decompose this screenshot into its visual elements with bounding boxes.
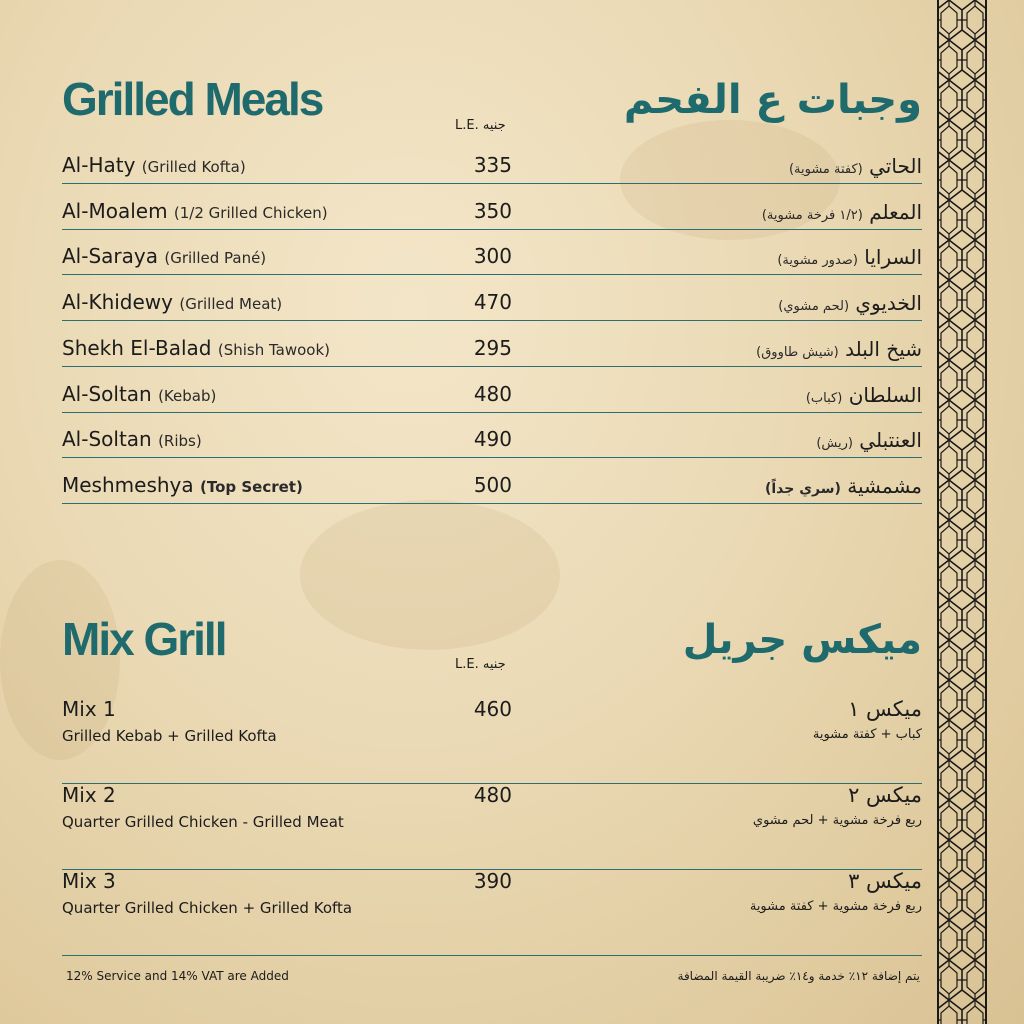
item-price: 335 — [473, 153, 512, 177]
mix-price: 390 — [473, 869, 512, 893]
mix-price: 460 — [473, 697, 512, 721]
mix-description-arabic: ربع فرخة مشوية + لحم مشوي — [752, 813, 922, 828]
mix-name: Mix 1 — [62, 697, 116, 721]
item-subtitle-arabic: (كفتة مشوية) — [788, 162, 863, 177]
menu-item-row — [62, 417, 922, 458]
mix-item-row — [62, 697, 922, 784]
mix-name: Mix 2 — [62, 783, 116, 807]
mix-description-arabic: كباب + كفتة مشوية — [812, 727, 922, 742]
mix-item-row — [62, 783, 922, 870]
currency-label: L.E. جنيه — [455, 118, 506, 133]
menu-item-row — [62, 189, 922, 230]
item-subtitle: (Grilled Kofta) — [141, 158, 246, 176]
item-price: 470 — [473, 290, 512, 315]
grilled-meals-title-ar: وجبات ع الفحم — [623, 77, 922, 123]
item-subtitle: (Ribs) — [158, 432, 202, 451]
item-subtitle-arabic: (لحم مشوي) — [778, 299, 850, 315]
item-name-arabic: السلطان — [848, 382, 922, 407]
item-name-ar — [762, 200, 922, 224]
item-price: 350 — [473, 198, 512, 223]
item-name-arabic: السرايا — [864, 245, 922, 270]
item-name-ar — [765, 474, 922, 498]
item-name-en — [62, 382, 216, 406]
item-price: 490 — [473, 427, 512, 452]
mix-name-arabic: ميكس ٢ — [848, 783, 922, 807]
mix-description: Quarter Grilled Chicken - Grilled Meat — [62, 813, 344, 831]
item-name-en — [62, 427, 202, 451]
item-subtitle: (Grilled Meat) — [179, 295, 283, 314]
menu-item-row — [62, 143, 922, 184]
item-name-en — [62, 290, 282, 314]
currency-label: L.E. جنيه — [455, 657, 506, 672]
menu-item-row — [62, 372, 922, 413]
item-name-en — [62, 336, 330, 360]
item-name-ar — [806, 383, 922, 407]
item-price: 480 — [473, 381, 512, 406]
item-name: Al-Soltan — [62, 427, 152, 452]
menu-item-row — [62, 463, 922, 504]
item-subtitle-arabic: (سري جداً) — [764, 480, 841, 497]
item-price: 295 — [473, 335, 512, 360]
item-name-ar — [778, 291, 922, 315]
item-subtitle-arabic: (كباب) — [805, 390, 843, 406]
item-subtitle: (1/2 Grilled Chicken) — [173, 203, 328, 222]
mix-name-arabic: ميكس ٣ — [848, 869, 922, 893]
item-name: Al-Khidewy — [62, 290, 173, 315]
menu-item-row — [62, 234, 922, 275]
item-subtitle: (Grilled Pané) — [164, 249, 267, 268]
item-name-arabic: العنتبلي — [859, 428, 922, 453]
item-subtitle: (Top Secret) — [200, 477, 303, 496]
item-subtitle: (Shish Tawook) — [217, 340, 331, 359]
item-name-ar — [756, 337, 922, 361]
item-name-arabic: المعلم — [869, 199, 922, 224]
grilled-meals-title: Grilled Meals — [62, 73, 323, 125]
footer-note: 12% Service and 14% VAT are Added — [66, 969, 289, 983]
paper-stain — [300, 500, 560, 650]
mix-grill-title-ar: ميكس جريل — [682, 617, 922, 663]
geometric-border-pattern — [936, 0, 988, 1024]
item-name-arabic: الخديوي — [855, 291, 922, 316]
mix-name-arabic: ميكس ١ — [848, 697, 922, 721]
item-name-en — [62, 473, 303, 497]
item-subtitle-arabic: (شيش طاووق) — [756, 344, 839, 360]
item-name: Al-Haty — [62, 153, 136, 177]
item-name: Meshmeshya — [62, 472, 194, 497]
item-name-en — [62, 153, 246, 177]
item-name: Al-Moalem — [62, 198, 168, 223]
item-name-arabic: شيخ البلد — [845, 336, 922, 361]
item-name: Shekh El-Balad — [62, 335, 212, 360]
item-name-ar — [816, 428, 922, 452]
menu-item-row — [62, 280, 922, 321]
mix-price: 480 — [473, 783, 512, 807]
item-name-ar — [777, 245, 922, 269]
item-subtitle-arabic: (صدور مشوية) — [777, 253, 858, 269]
item-name: Al-Soltan — [62, 381, 152, 406]
item-subtitle-arabic: (ريش) — [816, 436, 853, 452]
mix-name: Mix 3 — [62, 869, 116, 893]
item-price: 300 — [473, 244, 512, 269]
item-name-arabic: مشمشية — [847, 473, 922, 498]
mix-grill-title: Mix Grill — [62, 613, 226, 665]
item-name-en — [62, 244, 266, 268]
item-name-arabic: الحاتي — [869, 154, 922, 178]
item-subtitle-arabic: (١/٢ فرخة مشوية) — [761, 207, 863, 223]
mix-item-row — [62, 869, 922, 956]
item-name-en — [62, 199, 328, 223]
item-subtitle: (Kebab) — [158, 386, 217, 405]
menu-item-row — [62, 326, 922, 367]
footer-note-ar: يتم إضافة ١٢٪ خدمة و١٤٪ ضريبة القيمة المضافة — [677, 969, 920, 983]
item-name: Al-Saraya — [62, 244, 158, 269]
item-price: 500 — [473, 472, 512, 497]
mix-description: Quarter Grilled Chicken + Grilled Kofta — [62, 899, 353, 917]
mix-description: Grilled Kebab + Grilled Kofta — [62, 727, 277, 745]
mix-description-arabic: ربع فرخة مشوية + كفتة مشوية — [749, 899, 922, 914]
item-name-ar — [789, 154, 922, 178]
